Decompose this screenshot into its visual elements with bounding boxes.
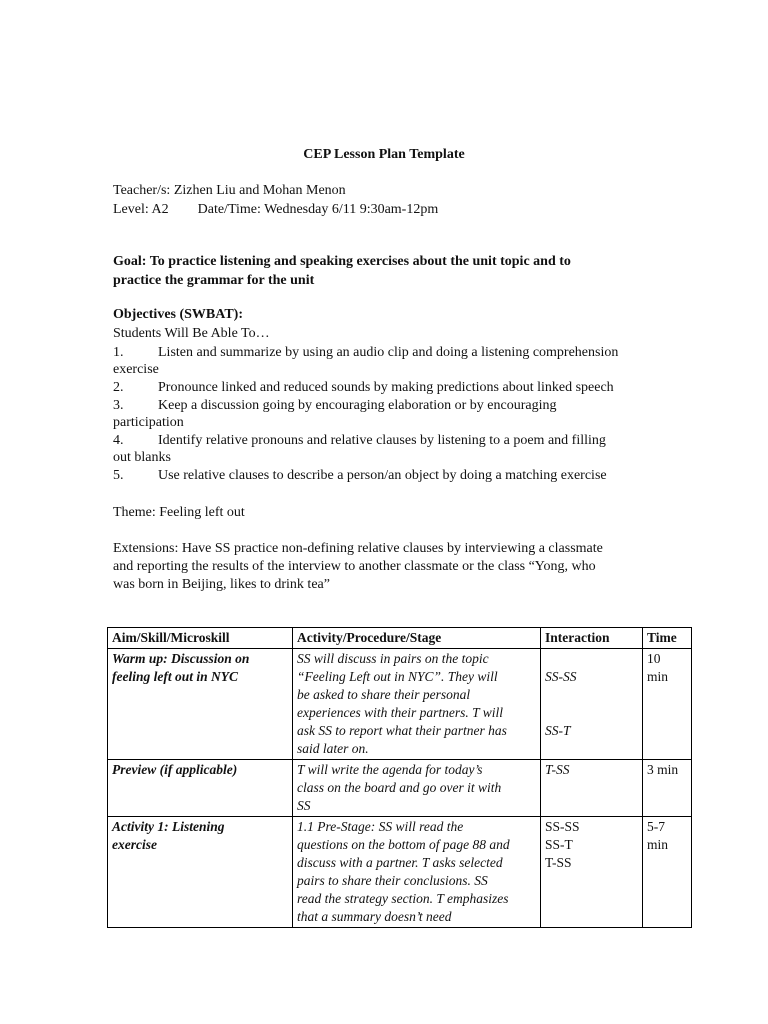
- header-aim: Aim/Skill/Microskill: [108, 628, 293, 649]
- extensions-line-2: and reporting the results of the interview to another classmate or the class “Yong, who: [113, 559, 596, 574]
- teachers-line: [113, 182, 346, 200]
- objective-continuation: exercise: [113, 362, 159, 377]
- datetime-label: Date/Time:: [197, 202, 261, 217]
- teachers-value: Zizhen Liu and Mohan Menon: [173, 183, 346, 198]
- objective-text: Keep a discussion going by encouraging elaboration or by encouraging: [158, 398, 557, 413]
- objective-text: Use relative clauses to describe a person/an object by doing a matching exercise: [158, 468, 607, 483]
- extensions-line-3: was born in Beijing, likes to drink tea”: [113, 577, 330, 592]
- objective-item: [113, 379, 673, 396]
- table-row: [108, 649, 692, 760]
- datetime-value: Wednesday 6/11 9:30am-12pm: [264, 202, 439, 217]
- interaction-cell: SS-SS SS-T T-SS: [541, 817, 643, 928]
- objective-item: [113, 344, 673, 378]
- lesson-plan-table: [107, 627, 692, 928]
- objective-text: Identify relative pronouns and relative clauses by listening to a poem and filling: [158, 433, 606, 448]
- objective-number: 1.: [113, 345, 124, 360]
- aim-cell: Activity 1: Listening exercise: [108, 817, 293, 928]
- objective-continuation: participation: [113, 415, 184, 430]
- level-value: A2: [151, 202, 169, 217]
- table-row: [108, 760, 692, 817]
- objective-text: Listen and summarize by using an audio clip and doing a listening comprehension: [158, 345, 619, 360]
- theme-line: Theme: Feeling left out: [113, 505, 245, 520]
- interaction-cell: SS-SS SS-T: [541, 649, 643, 760]
- activity-cell: 1.1 Pre-Stage: SS will read the questions on the bottom of page 88 and discuss with a partner. T asks selected pairs to share their conclusions. SS read the strategy section. T emphasizes that a summary doesn’t need: [293, 817, 541, 928]
- objective-item: [113, 467, 673, 484]
- aim-cell: Preview (if applicable): [108, 760, 293, 817]
- objectives-heading: Objectives (SWBAT):: [113, 307, 243, 322]
- time-cell: 3 min: [643, 760, 692, 817]
- objective-text: Pronounce linked and reduced sounds by making predictions about linked speech: [158, 380, 614, 395]
- activity-cell: T will write the agenda for today’s class on the board and go over it with SS: [293, 760, 541, 817]
- table-row: [108, 817, 692, 928]
- goal-line-2: practice the grammar for the unit: [113, 273, 315, 288]
- table-header-row: [108, 628, 692, 649]
- time-cell: 10 min: [643, 649, 692, 760]
- level-line: [113, 201, 438, 219]
- objective-item: [113, 397, 673, 431]
- header-time: Time: [643, 628, 692, 649]
- extensions-line-1: Extensions: Have SS practice non-defining relative clauses by interviewing a classmate: [113, 541, 603, 556]
- activity-cell: SS will discuss in pairs on the topic “Feeling Left out in NYC”. They will be asked to share their personal experiences with their partners. T will ask SS to report what their partner has said later on.: [293, 649, 541, 760]
- objective-number: 4.: [113, 433, 124, 448]
- document-title: CEP Lesson Plan Template: [303, 147, 465, 162]
- header-activity: Activity/Procedure/Stage: [293, 628, 541, 649]
- level-label: Level:: [113, 202, 149, 217]
- aim-cell: Warm up: Discussion on feeling left out in NYC: [108, 649, 293, 760]
- objective-number: 3.: [113, 398, 124, 413]
- objective-item: [113, 432, 673, 466]
- time-cell: 5-7 min: [643, 817, 692, 928]
- goal-line-1: Goal: To practice listening and speaking exercises about the unit topic and to: [113, 254, 571, 269]
- objective-number: 5.: [113, 468, 124, 483]
- swbat-line: Students Will Be Able To…: [113, 326, 270, 341]
- teachers-label: Teacher/s:: [113, 183, 171, 198]
- objective-continuation: out blanks: [113, 450, 171, 465]
- objective-number: 2.: [113, 380, 124, 395]
- interaction-cell: T-SS: [541, 760, 643, 817]
- header-interaction: Interaction: [541, 628, 643, 649]
